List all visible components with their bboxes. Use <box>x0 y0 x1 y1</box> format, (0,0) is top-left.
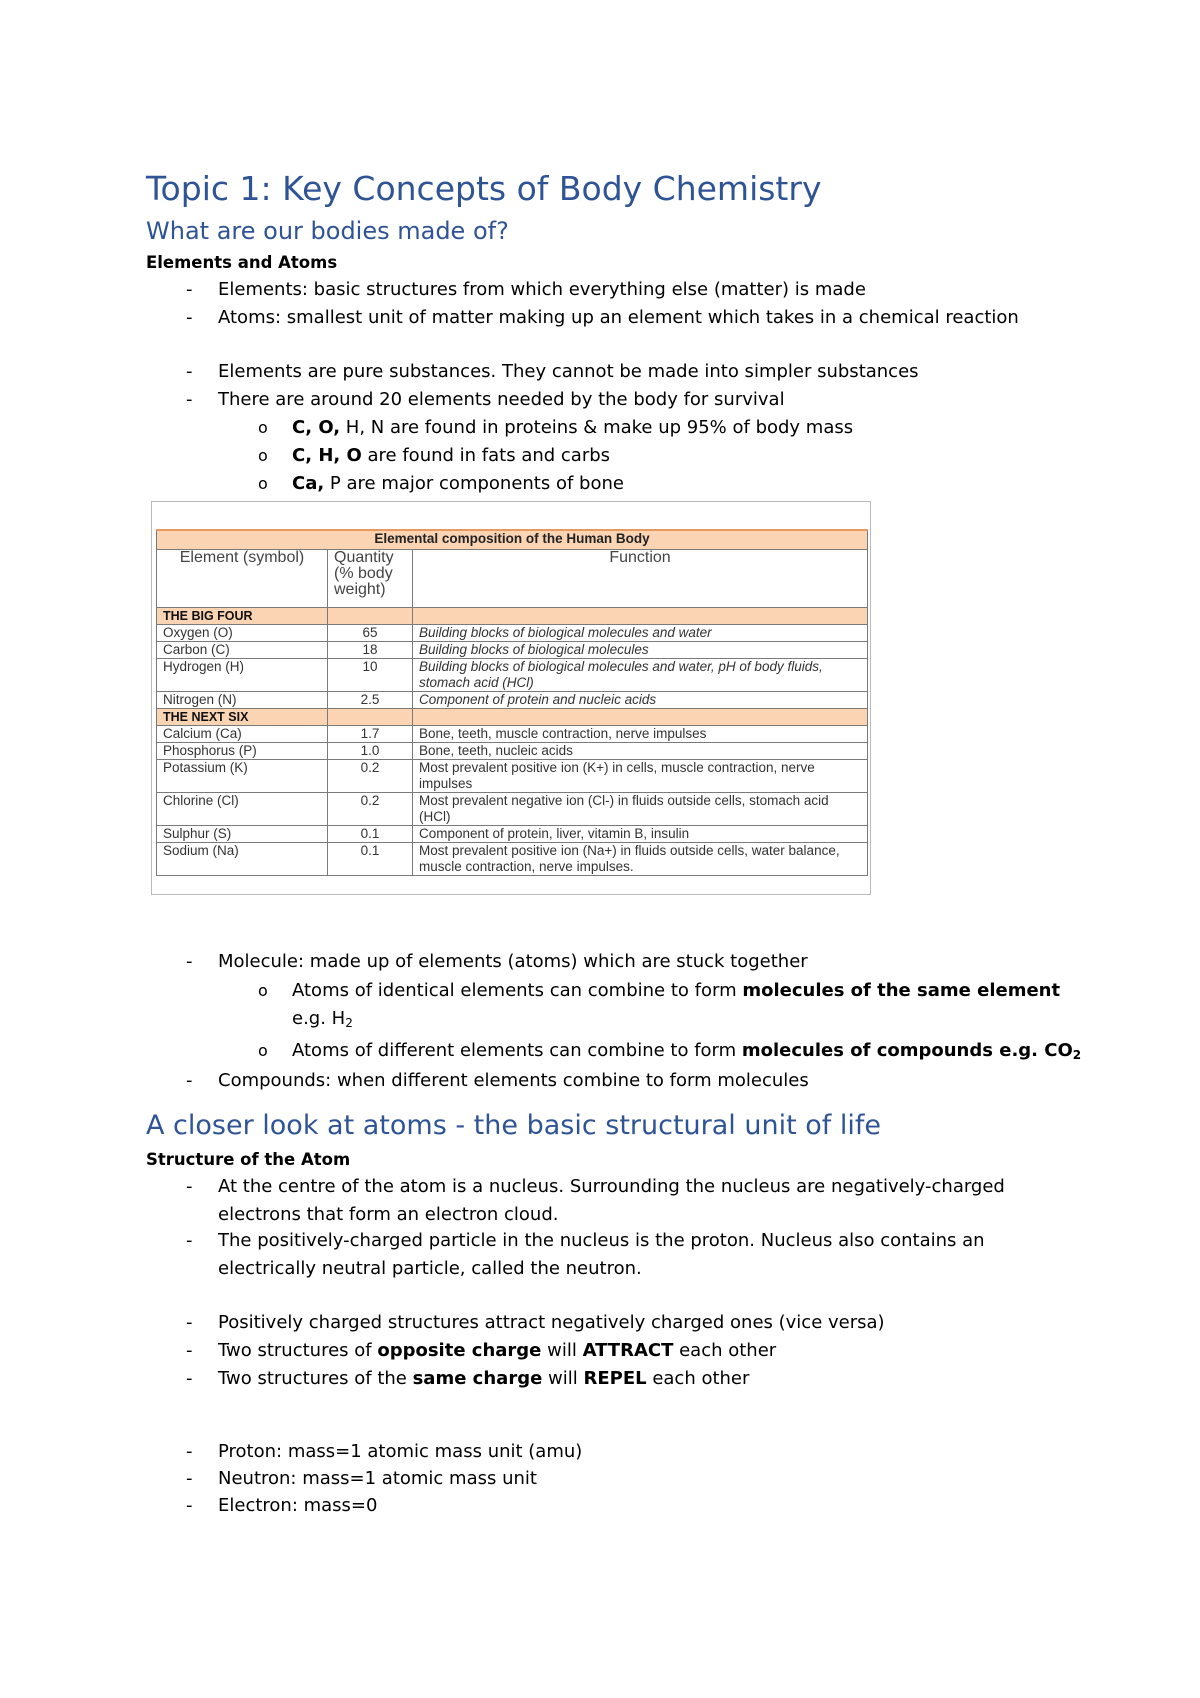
table-row <box>157 743 868 760</box>
bullet-dash: - <box>186 361 193 382</box>
table-row <box>157 625 868 642</box>
cell-quantity: 1.0 <box>328 743 413 760</box>
sub-bullet-circle: o <box>258 418 268 437</box>
header-function: Function <box>413 550 868 608</box>
bullet-dash: - <box>186 1230 193 1251</box>
bullet-dash: - <box>186 1176 193 1197</box>
bullet-dash: - <box>186 307 193 328</box>
sub-bullet-identical-atoms-example: e.g. $H_2$ <box>292 1008 353 1030</box>
bullet-elements-definition: Elements: basic structures from which everything else (matter) is made <box>218 279 866 300</box>
bullet-nucleus-line2: electrons that form an electron cloud. <box>218 1204 559 1225</box>
subheading-elements-atoms: Elements and Atoms <box>146 253 338 272</box>
cell-element: Nitrogen (N) <box>157 692 328 709</box>
cell-element: Sulphur (S) <box>157 826 328 843</box>
page-title: Topic 1: Key Concepts of Body Chemistry <box>146 169 822 208</box>
cell-element: Phosphorus (P) <box>157 743 328 760</box>
sub-bullet-circle: o <box>258 474 268 493</box>
bullet-dash: - <box>186 279 193 300</box>
sub-bullet-bone: Ca, P are major components of bone <box>292 473 624 494</box>
cell-element: Carbon (C) <box>157 642 328 659</box>
bullet-compounds-definition: Compounds: when different elements combine to form molecules <box>218 1070 809 1091</box>
bullet-charge-attract: Positively charged structures attract negatively charged ones (vice versa) <box>218 1312 885 1333</box>
table-row <box>157 826 868 843</box>
subheading-structure-atom: Structure of the Atom <box>146 1150 351 1169</box>
cell-quantity: 0.2 <box>328 760 413 793</box>
bullet-pure-substances: Elements are pure substances. They cannot be made into simpler substances <box>218 361 919 382</box>
cell-function: Bone, teeth, muscle contraction, nerve impulses <box>413 726 868 743</box>
elemental-composition-table <box>156 529 868 876</box>
group-label: THE NEXT SIX <box>157 709 328 726</box>
cell-quantity: 0.1 <box>328 826 413 843</box>
cell-function: Bone, teeth, nucleic acids <box>413 743 868 760</box>
bullet-opposite-charge: Two structures of opposite charge will ATTRACT each other <box>218 1340 777 1361</box>
bullet-dash: - <box>186 1340 193 1361</box>
bullet-proton-mass: Proton: mass=1 atomic mass unit (amu) <box>218 1441 583 1462</box>
cell-quantity: 2.5 <box>328 692 413 709</box>
cell-quantity: 18 <box>328 642 413 659</box>
bullet-dash: - <box>186 1441 193 1462</box>
bullet-twenty-elements: There are around 20 elements needed by the body for survival <box>218 389 785 410</box>
sub-bullet-proteins: C, O, H, N are found in proteins & make up 95% of body mass <box>292 417 854 438</box>
cell-quantity: 10 <box>328 659 413 692</box>
bullet-dash: - <box>186 951 193 972</box>
sub-bullet-circle: o <box>258 446 268 465</box>
cell-function: Most prevalent negative ion (Cl-) in fluids outside cells, stomach acid (HCl) <box>413 793 868 826</box>
cell-function: Component of protein and nucleic acids <box>413 692 868 709</box>
section-heading-atoms: A closer look at atoms - the basic structural unit of life <box>146 1110 882 1141</box>
table-row <box>157 692 868 709</box>
cell-quantity: 0.1 <box>328 843 413 876</box>
bullet-proton-line2: electrically neutral particle, called the neutron. <box>218 1258 642 1279</box>
table-row <box>157 843 868 876</box>
cell-quantity: 65 <box>328 625 413 642</box>
cell-function: Building blocks of biological molecules and water, pH of body fluids, stomach acid (HCl) <box>413 659 868 692</box>
group-label: THE BIG FOUR <box>157 608 328 625</box>
section-heading-bodies: What are our bodies made of? <box>146 217 509 245</box>
sub-bullet-identical-atoms: Atoms of identical elements can combine to form molecules of the same element <box>292 980 1061 1001</box>
bullet-dash: - <box>186 1368 193 1389</box>
table-row <box>157 659 868 692</box>
cell-element: Chlorine (Cl) <box>157 793 328 826</box>
cell-element: Oxygen (O) <box>157 625 328 642</box>
table-title: Elemental composition of the Human Body <box>157 530 868 550</box>
cell-element: Calcium (Ca) <box>157 726 328 743</box>
bullet-proton-line1: The positively-charged particle in the nucleus is the proton. Nucleus also contains an <box>218 1230 985 1251</box>
table-row <box>157 642 868 659</box>
bullet-electron-mass: Electron: mass=0 <box>218 1495 378 1516</box>
bullet-nucleus-line1: At the centre of the atom is a nucleus. Surrounding the nucleus are negatively-charged <box>218 1176 1005 1197</box>
sub-bullet-fats-carbs: C, H, O are found in fats and carbs <box>292 445 611 466</box>
header-quantity: Quantity (% body weight) <box>328 550 413 608</box>
table-row <box>157 793 868 826</box>
sub-bullet-different-atoms: Atoms of different elements can combine to form molecules of compounds e.g. $CO_2$ <box>292 1040 1082 1062</box>
bullet-dash: - <box>186 389 193 410</box>
cell-quantity: 1.7 <box>328 726 413 743</box>
header-element: Element (symbol) <box>157 550 328 608</box>
table-row <box>157 760 868 793</box>
sub-bullet-circle: o <box>258 1041 268 1060</box>
bullet-dash: - <box>186 1468 193 1489</box>
cell-element: Hydrogen (H) <box>157 659 328 692</box>
bullet-same-charge: Two structures of the same charge will REPEL each other <box>218 1368 750 1389</box>
bullet-dash: - <box>186 1312 193 1333</box>
cell-quantity: 0.2 <box>328 793 413 826</box>
bullet-molecule-definition: Molecule: made up of elements (atoms) which are stuck together <box>218 951 808 972</box>
cell-element: Sodium (Na) <box>157 843 328 876</box>
bullet-atoms-definition: Atoms: smallest unit of matter making up an element which takes in a chemical reaction <box>218 307 1019 328</box>
bullet-neutron-mass: Neutron: mass=1 atomic mass unit <box>218 1468 537 1489</box>
cell-function: Building blocks of biological molecules and water <box>413 625 868 642</box>
cell-function: Component of protein, liver, vitamin B, insulin <box>413 826 868 843</box>
bullet-dash: - <box>186 1070 193 1091</box>
cell-element: Potassium (K) <box>157 760 328 793</box>
cell-function: Most prevalent positive ion (K+) in cells, muscle contraction, nerve impulses <box>413 760 868 793</box>
cell-function: Building blocks of biological molecules <box>413 642 868 659</box>
table-row <box>157 726 868 743</box>
sub-bullet-circle: o <box>258 981 268 1000</box>
cell-function: Most prevalent positive ion (Na+) in fluids outside cells, water balance, muscle contraction, nerve impulses. <box>413 843 868 876</box>
bullet-dash: - <box>186 1495 193 1516</box>
